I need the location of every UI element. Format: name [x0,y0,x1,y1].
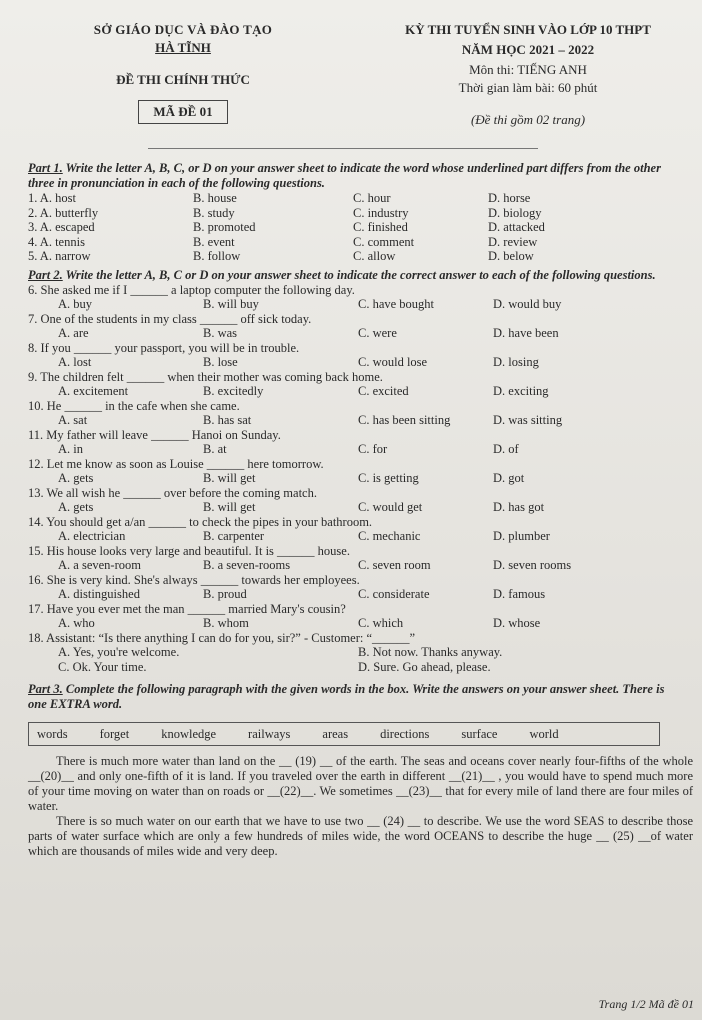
option-d: D. biology [488,205,542,220]
reading-passage [28,754,693,859]
option-a: 5. A. narrow [28,249,91,263]
option-d: D. exciting [493,384,549,398]
option-a: 1. A. host [28,191,76,205]
question-options [28,471,684,486]
passage-paragraph-1: There is much more water than land on the __ (19) __ of the earth. The seas and oceans cover nearly four-fifths of the whole __(20)__ and only one-fifth of it is land. If you traveled over the earth in different __(21)__ , you would have to spend much more of your time moving on water than on roads or __(22)__. We sometimes __(23)__ that for every mile of land there are four miles of water. [28,754,693,813]
option-d: D. has got [493,500,545,514]
question-stem: 10. He ______ in the cafe when she came. [28,398,240,413]
question-options [28,355,684,370]
option-d: D. below [488,249,534,263]
option-d: D. of [493,442,519,456]
option-d: D. plumber [493,529,550,543]
part2-instruction [28,268,684,283]
option-c: C. would lose [358,355,428,369]
option-a: A. distinguished [58,587,140,601]
option-c: C. Ok. Your time. [58,659,147,674]
question-stem: 14. You should get a/an ______ to check the pipes in your bathroom. [28,514,373,529]
option-b: B. lose [203,355,238,369]
question-stem: 15. His house looks very large and beautiful. It is ______ house. [28,543,350,558]
passage-paragraph-2: There is so much water on our earth that we have to use two __ (24) __ to describe. We use the word SEAS to describe those parts of water surface which are only a few hundreds of miles wide, the word OCEANS to describe the huge __ (25) __of water which are thousands of miles wide and very deep. [28,814,693,858]
option-a: A. electrician [58,529,126,543]
option-a: A. a seven-room [58,558,141,572]
part1-question-row [28,235,684,250]
option-c: C. finished [353,220,408,234]
official-label: ĐỀ THI CHÍNH THỨC [116,72,250,87]
option-b: B. will get [203,500,256,514]
question-stem: 17. Have you ever met the man ______ married Mary's cousin? [28,601,346,616]
option-b: B. excitedly [203,384,264,398]
option-c: C. were [358,326,397,340]
option-b: B. proud [203,587,247,601]
option-d: D. famous [493,587,546,601]
option-a: A. in [58,442,83,456]
option-b: B. will get [203,471,256,485]
option-c: C. which [358,616,404,630]
part2-label: Part 2. [28,267,63,282]
exam-code-box: MÃ ĐỀ 01 [138,100,227,124]
part1-question-row [28,220,684,235]
option-c: C. comment [353,234,415,249]
option-a: A. are [58,326,89,340]
option-a: A. Yes, you're welcome. [58,645,180,659]
part1-question-row [28,249,684,264]
question-stem: 16. She is very kind. She's always ______ towards her employees. [28,572,360,587]
question-options [28,297,684,312]
header-right [358,22,698,128]
part3-text: Complete the following paragraph with the given words in the box. Write the answers on your answer sheet. There is one EXTRA word. [28,682,665,711]
question-options [28,558,684,573]
part1-instruction [28,161,684,191]
exam-header [28,18,684,148]
option-a: A. gets [58,500,94,514]
department: SỞ GIÁO DỤC VÀ ĐÀO TẠO [93,22,273,37]
word-item: areas [322,726,349,741]
option-c: C. industry [353,205,409,220]
option-a: A. excitement [58,384,129,398]
option-a: 4. A. tennis [28,234,85,249]
question-stem: 9. The children felt ______ when their mother was coming back home. [28,369,383,384]
option-c: C. considerate [358,587,430,601]
option-b: B. a seven-rooms [203,558,291,572]
question-options [28,616,684,631]
option-b: B. at [203,442,227,456]
option-b: B. carpenter [203,529,265,543]
question-options [28,442,684,457]
option-d: D. was sitting [493,413,563,427]
option-c: C. mechanic [358,529,421,543]
question-options [28,500,684,515]
option-d: D. seven rooms [493,558,572,572]
part2-text: Write the letter A, B, C or D on your answer sheet to indicate the correct answer to each of the following questions. [65,267,656,282]
option-a: A. who [58,616,95,630]
option-a: 2. A. butterfly [28,205,99,220]
option-b: B. whom [203,616,249,630]
question-stem: 13. We all wish he ______ over before the coming match. [28,485,317,500]
option-d: D. whose [493,616,541,630]
option-a: A. sat [58,413,88,427]
question-stem: 7. One of the students in my class ______ off sick today. [28,311,312,326]
question-18-options-row1 [28,645,684,660]
word-item: knowledge [161,726,217,741]
option-c: C. excited [358,384,409,398]
option-d: D. got [493,471,525,485]
option-a: A. buy [58,297,93,311]
option-c: C. has been sitting [358,413,451,427]
option-c: C. is getting [358,471,419,485]
part1-questions [28,191,684,264]
option-b: B. was [203,326,238,340]
option-d: D. attacked [488,220,545,234]
school-year: NĂM HỌC 2021 – 2022 [461,42,595,57]
word-item: world [529,726,559,741]
option-b: B. Not now. Thanks anyway. [358,645,503,659]
exam-title: KỲ THI TUYỂN SINH VÀO LỚP 10 THPT [405,22,651,37]
part2-questions [28,283,684,631]
option-b: B. will buy [203,297,259,311]
option-d: D. would buy [493,297,562,311]
question-stem: 11. My father will leave ______ Hanoi on Sunday. [28,427,281,442]
option-b: B. event [193,234,235,249]
question-options [28,326,684,341]
question-18-options-row2 [28,660,684,675]
part1-question-row [28,206,684,221]
option-b: B. study [193,205,235,220]
option-d: D. have been [493,326,559,340]
part1-label: Part 1. [28,161,63,175]
part3-instruction [28,682,684,712]
word-item: directions [380,726,430,741]
header-divider [148,148,538,149]
subject: Môn thi: TIẾNG ANH [469,62,587,77]
question-options [28,413,684,428]
word-item: railways [248,726,291,741]
question-18: 18. Assistant: “Is there anything I can do for you, sir?” - Customer: “______” [28,630,416,645]
option-a: 3. A. escaped [28,220,95,234]
option-b: B. has sat [203,413,252,427]
question-options [28,587,684,602]
option-b: B. follow [193,249,241,263]
page-footer: Trang 1/2 Mã đề 01 [598,997,694,1011]
word-box [28,722,660,746]
question-stem: 12. Let me know as soon as Louise ______ here tomorrow. [28,456,324,471]
province: HÀ TĨNH [155,40,211,55]
option-c: C. allow [353,249,396,263]
word-item: surface [461,726,498,741]
option-c: C. for [358,442,388,456]
option-d: D. Sure. Go ahead, please. [358,659,491,674]
option-b: B. house [193,191,237,205]
time-limit: Thời gian làm bài: 60 phút [458,80,598,95]
page-count: (Đề thi gồm 02 trang) [470,112,586,127]
option-d: D. horse [488,191,531,205]
option-c: C. seven room [358,558,431,572]
question-options [28,384,684,399]
part1-text: Write the letter A, B, C, or D on your answer sheet to indicate the word whose underlined part differs from the other three in pronunciation in each of the following questions. [28,161,661,190]
part1-question-row [28,191,684,206]
question-stem: 6. She asked me if I ______ a laptop computer the following day. [28,282,355,297]
word-item: forget [99,726,130,741]
option-b: B. promoted [193,220,256,234]
header-left [68,22,298,124]
option-d: D. review [488,234,538,249]
option-c: C. hour [353,191,391,205]
question-options [28,529,684,544]
option-a: A. gets [58,471,94,485]
option-c: C. would get [358,500,423,514]
question-stem: 8. If you ______ your passport, you will be in trouble. [28,340,300,355]
word-item: words [37,726,68,741]
option-d: D. losing [493,355,539,369]
option-c: C. have bought [358,297,435,311]
option-a: A. lost [58,355,92,369]
part3-label: Part 3. [28,682,63,696]
